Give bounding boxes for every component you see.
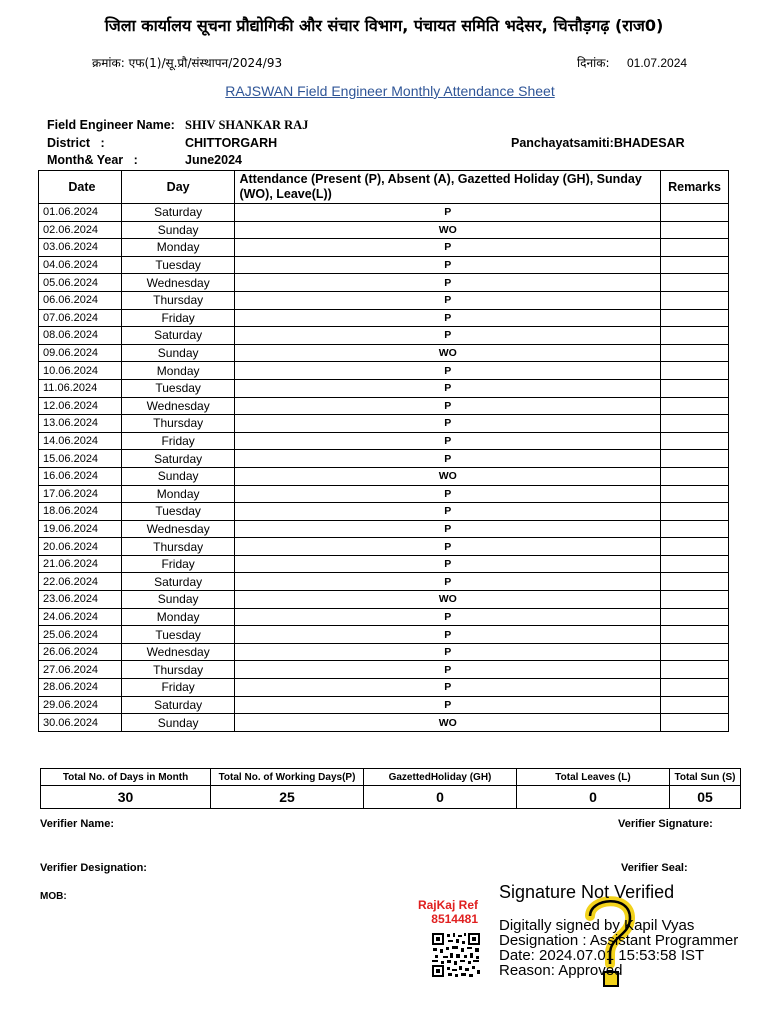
row-attendance: P (235, 415, 661, 433)
row-attendance: P (235, 274, 661, 292)
row-day: Sunday (121, 591, 235, 609)
table-row (39, 696, 729, 714)
verifier-seal-label: Verifier Seal: (621, 862, 688, 874)
row-date: 24.06.2024 (39, 608, 122, 626)
date-label: दिनांक: (577, 56, 610, 70)
row-day: Tuesday (121, 626, 235, 644)
table-row (39, 221, 729, 239)
row-day: Friday (121, 432, 235, 450)
row-remarks (661, 309, 729, 327)
table-row (39, 661, 729, 679)
row-date: 10.06.2024 (39, 362, 122, 380)
row-day: Thursday (121, 538, 235, 556)
table-row (39, 274, 729, 292)
row-date: 11.06.2024 (39, 379, 122, 397)
header-remarks: Remarks (661, 171, 729, 204)
date-value: 01.07.2024 (627, 56, 688, 70)
row-date: 17.06.2024 (39, 485, 122, 503)
row-attendance: P (235, 450, 661, 468)
reference-number: क्रमांक: एफ(1)/सू.प्रौ/संस्थापन/2024/93 (92, 56, 283, 70)
row-remarks (661, 679, 729, 697)
row-date: 03.06.2024 (39, 239, 122, 257)
table-row (39, 573, 729, 591)
row-day: Sunday (121, 714, 235, 732)
row-date: 06.06.2024 (39, 291, 122, 309)
qr-code-icon (431, 932, 481, 978)
attendance-rows (39, 204, 729, 732)
table-row (39, 450, 729, 468)
row-attendance: P (235, 696, 661, 714)
row-remarks (661, 538, 729, 556)
row-date: 23.06.2024 (39, 591, 122, 609)
row-remarks (661, 415, 729, 433)
row-day: Thursday (121, 291, 235, 309)
row-remarks (661, 608, 729, 626)
row-day: Sunday (121, 467, 235, 485)
table-row (39, 555, 729, 573)
row-remarks (661, 239, 729, 257)
rajkaj-ref-label: RajKaj Ref (417, 898, 478, 912)
row-remarks (661, 661, 729, 679)
row-date: 30.06.2024 (39, 714, 122, 732)
table-row (39, 432, 729, 450)
row-date: 02.06.2024 (39, 221, 122, 239)
row-day: Saturday (121, 327, 235, 345)
row-attendance: WO (235, 591, 661, 609)
row-day: Tuesday (121, 379, 235, 397)
attendance-table (38, 170, 729, 732)
table-row (39, 344, 729, 362)
row-remarks (661, 626, 729, 644)
row-remarks (661, 362, 729, 380)
row-day: Wednesday (121, 274, 235, 292)
row-attendance: P (235, 291, 661, 309)
office-title: जिला कार्यालय सूचना प्रौद्योगिकी और संचार विभाग, पंचायत समिति भदेसर, चित्तौड़गढ़ (राज0) (104, 16, 664, 35)
row-date: 20.06.2024 (39, 538, 122, 556)
table-row (39, 256, 729, 274)
row-attendance: P (235, 520, 661, 538)
row-date: 09.06.2024 (39, 344, 122, 362)
engineer-name-label: Field Engineer Name: (47, 118, 175, 132)
rajkaj-ref-number: 8514481 (431, 912, 478, 926)
signature-reason: Reason: Approved (499, 962, 623, 979)
row-remarks (661, 379, 729, 397)
row-attendance: P (235, 485, 661, 503)
summary-header-working: Total No. of Working Days(P) (211, 769, 364, 786)
verifier-designation-label: Verifier Designation: (40, 862, 147, 874)
row-attendance: P (235, 362, 661, 380)
row-date: 05.06.2024 (39, 274, 122, 292)
row-remarks (661, 591, 729, 609)
engineer-name-value: SHIV SHANKAR RAJ (185, 118, 309, 132)
row-date: 25.06.2024 (39, 626, 122, 644)
table-row (39, 626, 729, 644)
row-date: 19.06.2024 (39, 520, 122, 538)
row-attendance: P (235, 643, 661, 661)
table-row (39, 608, 729, 626)
row-remarks (661, 503, 729, 521)
table-row (39, 503, 729, 521)
row-attendance: P (235, 626, 661, 644)
row-date: 21.06.2024 (39, 555, 122, 573)
table-row (39, 291, 729, 309)
row-attendance: P (235, 239, 661, 257)
table-row (39, 520, 729, 538)
row-day: Thursday (121, 661, 235, 679)
row-attendance: P (235, 309, 661, 327)
table-row (39, 485, 729, 503)
row-attendance: P (235, 397, 661, 415)
month-year-label: Month& Year : (47, 153, 138, 167)
row-day: Wednesday (121, 397, 235, 415)
row-remarks (661, 573, 729, 591)
row-date: 22.06.2024 (39, 573, 122, 591)
row-date: 08.06.2024 (39, 327, 122, 345)
row-attendance: P (235, 555, 661, 573)
row-remarks (661, 291, 729, 309)
row-remarks (661, 221, 729, 239)
table-row (39, 204, 729, 222)
row-date: 16.06.2024 (39, 467, 122, 485)
table-row (39, 538, 729, 556)
row-date: 15.06.2024 (39, 450, 122, 468)
row-day: Monday (121, 239, 235, 257)
table-row (39, 643, 729, 661)
signature-date: Date: 2024.07.01 15:53:58 IST (499, 947, 705, 964)
row-remarks (661, 696, 729, 714)
row-attendance: P (235, 204, 661, 222)
summary-header-gh: GazettedHoliday (GH) (364, 769, 517, 786)
row-day: Friday (121, 309, 235, 327)
row-attendance: P (235, 679, 661, 697)
row-day: Friday (121, 679, 235, 697)
row-day: Sunday (121, 344, 235, 362)
row-attendance: P (235, 661, 661, 679)
row-remarks (661, 714, 729, 732)
row-date: 14.06.2024 (39, 432, 122, 450)
row-attendance: P (235, 573, 661, 591)
summary-value-working: 25 (211, 786, 364, 809)
row-remarks (661, 397, 729, 415)
row-date: 26.06.2024 (39, 643, 122, 661)
row-date: 13.06.2024 (39, 415, 122, 433)
row-attendance: P (235, 503, 661, 521)
row-attendance: P (235, 256, 661, 274)
row-remarks (661, 256, 729, 274)
table-row (39, 309, 729, 327)
row-remarks (661, 485, 729, 503)
row-day: Tuesday (121, 503, 235, 521)
header-day: Day (121, 171, 235, 204)
table-row (39, 239, 729, 257)
row-date: 01.06.2024 (39, 204, 122, 222)
row-day: Wednesday (121, 643, 235, 661)
month-year-value: June2024 (185, 153, 242, 167)
sheet-title: RAJSWAN Field Engineer Monthly Attendance Sheet (225, 83, 555, 99)
row-attendance: WO (235, 467, 661, 485)
row-date: 18.06.2024 (39, 503, 122, 521)
summary-header-sun: Total Sun (S) (670, 769, 741, 786)
row-remarks (661, 555, 729, 573)
row-attendance: P (235, 608, 661, 626)
row-date: 29.06.2024 (39, 696, 122, 714)
row-attendance: WO (235, 221, 661, 239)
header-attendance: Attendance (Present (P), Absent (A), Gazetted Holiday (GH), Sunday (WO), Leave(L)) (235, 171, 661, 204)
summary-value-gh: 0 (364, 786, 517, 809)
row-date: 04.06.2024 (39, 256, 122, 274)
table-row (39, 379, 729, 397)
row-day: Monday (121, 485, 235, 503)
row-day: Sunday (121, 221, 235, 239)
row-date: 28.06.2024 (39, 679, 122, 697)
table-row (39, 415, 729, 433)
row-day: Monday (121, 362, 235, 380)
row-remarks (661, 467, 729, 485)
summary-value-leaves: 0 (517, 786, 670, 809)
table-row (39, 362, 729, 380)
row-remarks (661, 344, 729, 362)
signature-status: Signature Not Verified (499, 882, 675, 902)
row-day: Friday (121, 555, 235, 573)
row-attendance: P (235, 327, 661, 345)
row-remarks (661, 204, 729, 222)
district-label: District : (47, 136, 105, 150)
row-attendance: P (235, 538, 661, 556)
table-row (39, 679, 729, 697)
row-attendance: WO (235, 344, 661, 362)
row-date: 07.06.2024 (39, 309, 122, 327)
row-day: Saturday (121, 696, 235, 714)
table-row (39, 714, 729, 732)
summary-value-days: 30 (41, 786, 211, 809)
row-date: 12.06.2024 (39, 397, 122, 415)
row-remarks (661, 327, 729, 345)
row-remarks (661, 432, 729, 450)
table-row (39, 467, 729, 485)
row-day: Tuesday (121, 256, 235, 274)
row-date: 27.06.2024 (39, 661, 122, 679)
row-remarks (661, 274, 729, 292)
district-value: CHITTORGARH (185, 136, 278, 150)
row-day: Saturday (121, 204, 235, 222)
table-row (39, 397, 729, 415)
summary-value-sun: 05 (670, 786, 741, 809)
panchayat-samiti: Panchayatsamiti:BHADESAR (511, 136, 685, 150)
table-row (39, 591, 729, 609)
header-date: Date (39, 171, 122, 204)
verifier-name-label: Verifier Name: (40, 818, 114, 830)
table-row (39, 327, 729, 345)
row-attendance: P (235, 432, 661, 450)
signature-signer: Digitally signed by Kapil Vyas (499, 917, 695, 934)
row-remarks (661, 520, 729, 538)
row-day: Saturday (121, 450, 235, 468)
row-day: Saturday (121, 573, 235, 591)
verifier-signature-label: Verifier Signature: (618, 818, 713, 830)
row-remarks (661, 643, 729, 661)
mob-label: MOB: (40, 891, 67, 902)
row-day: Wednesday (121, 520, 235, 538)
summary-header-leaves: Total Leaves (L) (517, 769, 670, 786)
row-attendance: P (235, 379, 661, 397)
row-attendance: WO (235, 714, 661, 732)
signature-designation: Designation : Assistant Programmer (499, 932, 739, 949)
row-day: Monday (121, 608, 235, 626)
row-remarks (661, 450, 729, 468)
row-day: Thursday (121, 415, 235, 433)
summary-table (40, 768, 741, 809)
summary-header-days: Total No. of Days in Month (41, 769, 211, 786)
